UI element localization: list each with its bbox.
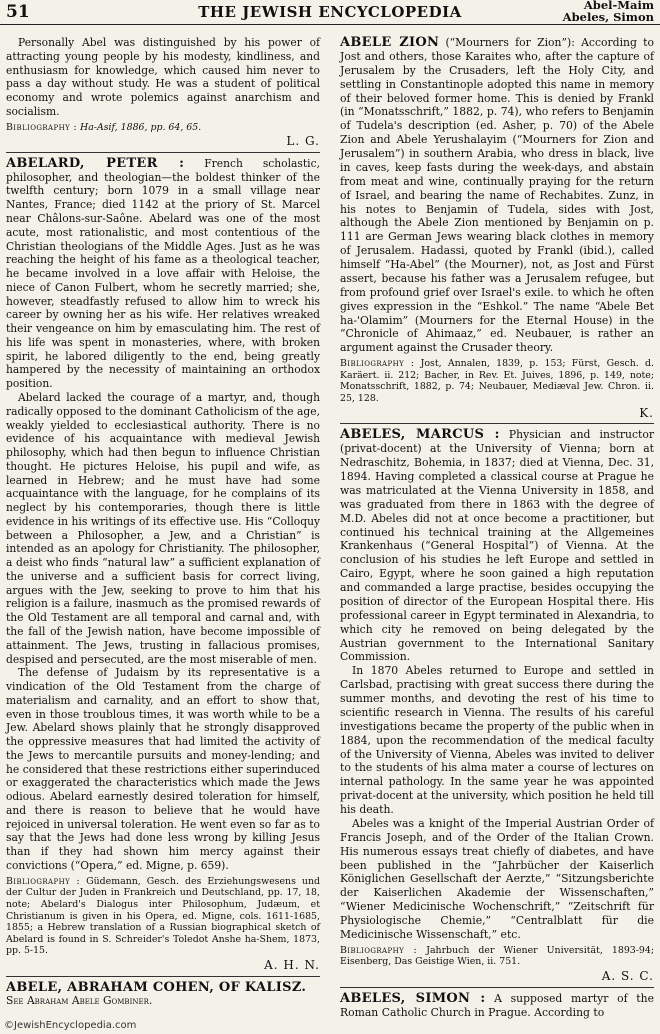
- paragraph-text: Physician and instructor (privat-docent) at the University of Vienna; born at Nedraschitz, Bohemia, in 1837; died at Vienna, Dec. 31, 1894. Having completed a classical course at Prague he was matriculated at the Vienna University in 1858, and was graduated from there in 1863 with the degree of M.D. Abeles did not at once become a practitioner, but continued his technical training at the Allgemeines Krankenhaus (“General Hospital”) of Vienna. At the conclusion of his studies he left Europe and settled in Cairo, Egypt, where he soon gained a high reputation and commanded a large practise, besides occupying the position of director of the European Hospital there. His professional career in Egypt terminated in Alexandria, to which city he removed on being delegated by the Austrian government to the International Sanitary Commission.: [340, 428, 654, 664]
- paragraph: [6, 157, 320, 391]
- divider: [6, 152, 320, 153]
- bibliography: [340, 358, 654, 404]
- paragraph: [340, 992, 654, 1020]
- paragraph: Abelard lacked the courage of a martyr, and, though radically opposed to the dominant Catholicism of the age, weakly yielded to ecclesiastical authority. There is no evidence of his acquaintance with medieval Jewish philosophy, which had then begun to influence Christian thought. He pictures Heloise, his pupil and wife, as learned in Hebrew; and he must have had some acquaintance with the language, for he complains of its neglect by his contemporaries, though there is little evidence in his writings of its effective use. His “Colloquy between a Philosopher, a Jew, and a Christian” is intended as an apology for Christianity. The philosopher, a deist who finds “natural law” a sufficient explanation of the universe and a sufficient basis for correct living, argues with the Jew, seeking to prove to him that his religion is a failure, inasmuch as the promised rewards of the Old Testament are all temporal and carnal and, with the fall of the Jewish nation, have become impossible of attainment. The Jews, trusting in fallacious promises, despised and persecuted, are the most miserable of men.: [6, 390, 320, 666]
- guide-words: [563, 0, 654, 23]
- headword: ABELES, MARCUS :: [340, 427, 500, 443]
- author-initials: A. H. N.: [264, 957, 320, 972]
- cross-reference: [6, 994, 320, 1008]
- article-abeles-marcus: [340, 428, 654, 987]
- bibliography-label: Bibliography :: [6, 875, 81, 887]
- page-number: 51: [6, 2, 30, 22]
- bibliography-text: Jost, Annalen, 1839, p. 153; Fürst, Gesch. d. Karäert. ii. 212; Bacher, in Rev. Et. Juives, 1896, p. 149, note; Monatsschrift, 1882, p. 74; Neubauer, Mediæval Jew. Chron. ii. 25, 128.: [340, 358, 655, 404]
- article-abelard: [6, 157, 320, 977]
- article-abel-continued: [6, 36, 320, 153]
- bibliography-text: Güdemann, Gesch. des Erziehungswesens und der Cultur der Juden in Frankreich und Deutschland, pp. 17, 18, note; Abelard's Dialogus inter Philosophum, Judæum, et Christianum is given in his Opera, ed. Migne, cols. 1611-1685, 1855; a Hebrew translation of a Russian biographical sketch of Abelard is found in S. Schreider's Toledot Anshe ha-Shem, 1873, pp. 5-15.: [6, 875, 320, 957]
- article-abele-cross-reference: [6, 981, 320, 1009]
- bibliography: [6, 122, 320, 134]
- bibliography-text: Jahrbuch der Wiener Universität, 1893-94; Eisenberg, Das Geistige Wien, ii. 751.: [340, 944, 655, 968]
- divider: [340, 423, 654, 424]
- paragraph: In 1870 Abeles returned to Europe and settled in Carlsbad, practising with great success there during the summer months, and devoting the rest of his time to scientific research in Vienna. The results of his careful investigations became the property of the public when in 1884, upon the recommendation of the medical faculty of the University of Vienna, Abeles was invited to deliver to the students of his alma mater a course of lectures on internal pathology. In the same year he was appointed privat-docent at the university, which position he held till his death.: [340, 664, 654, 816]
- running-title: THE JEWISH ENCYCLOPEDIA: [198, 3, 462, 21]
- headword: ABELES, SIMON :: [340, 990, 486, 1006]
- paragraph: Personally Abel was distinguished by his power of attracting young people by his modesty, kindliness, and enthusiasm for knowledge, which caused him never to pass a day without study. He was a student of political economy and wrote polemics against anarchism and socialism.: [6, 36, 320, 118]
- author-initials: L. G.: [286, 134, 320, 149]
- paragraph: [340, 36, 654, 355]
- article-abele-zion: [340, 36, 654, 424]
- paragraph: The defense of Judaism by its representative is a vindication of the Old Testament from the charge of materialism and carnality, and an effort to show that, even in those troublous times, it was worth while to be a Jew. Abelard shows plainly that he strongly disapproved the oppressive measures that had limited the activity of the Jews to mercantile pursuits and money-lending; and he considered that these restrictions either superinduced or exaggerated the characteristics which made the Jews odious. Abelard earnestly desired toleration for himself, and there is reason to believe that he would have rejoiced in universal toleration. He went even so far as to say that the Jews had done less wrong by killing Jesus than if they had shown him mercy against their convictions (“Opera,” ed. Migne, p. 659).: [6, 666, 320, 872]
- bibliography: [6, 876, 320, 957]
- cross-reference-link[interactable]: See Abraham Abele Gombiner.: [6, 994, 153, 1008]
- headword: ABELE ZION: [340, 35, 440, 50]
- page-header: [0, 0, 660, 25]
- divider: [340, 987, 654, 988]
- paragraph-text: (“Mourners for Zion”): According to Jost and others, those Karaites who, after the capture of Jerusalem by the Crusaders, left the Holy City, and settling in Constantinople adopted this name in memory of their beloved former home. This is denied by Frankl (in “Monatsschrift,” 1882, p. 74), who refers to Benjamin of Tudela's description (ed. Asher, p. 70) of the Abele Zion and Abele Yerushalayim (“Mourners for Zion and Jerusalem”) in southern Arabia, who dress in black, live in caves, keep fasts during the week-days, and abstain from meat and wine, continually praying for the return of Israel, and bearing the name of Rechabites. Zunz, in his notes to Benjamin of Tudela, sides with Jost, although the Abele Zion mentioned by Benjamin on p. 111 are German Jews wearing black clothes in memory of Jerusalem. Hadassi, quoted by Frankl (ibid.), called himself “Ha-Abel” (the Mourner), not, as Jost and Fürst assert, because his father was a Jerusalem refugee, but from profound grief over Israel's exile. to which he often gives expression in the “Eshkol.” The name “Abele Bet ha-'Olamim” (Mourners for the Eternal House) in the “Chronicle of Ahimaaz,” ed. Neubauer, is rather an argument against the Crusader theory.: [340, 36, 654, 355]
- bibliography-label: Bibliography :: [340, 358, 415, 370]
- right-column: [340, 36, 654, 1020]
- bibliography-label: Bibliography :: [340, 944, 418, 956]
- paragraph: [340, 428, 654, 664]
- headword: ABELARD, PETER :: [6, 155, 185, 171]
- guide-word-top: Abel-Maim: [583, 0, 654, 12]
- author-initials: A. S. C.: [601, 968, 654, 983]
- author-initials: K.: [639, 405, 654, 420]
- article-abeles-simon: [340, 992, 654, 1020]
- watermark: ©JewishEncyclopedia.com: [4, 1020, 137, 1031]
- paragraph: [6, 981, 320, 995]
- paragraph: Abeles was a knight of the Imperial Austrian Order of Francis Joseph, and of the Order of the Italian Crown. His numerous essays treat chiefly of diabetes, and have been published in the “Jahrbücher der Kaiserlich Königlichen Gesellschaft der Aerzte,” “Sitzungsberichte der Kaiserlichen Akademie der Wissenschaften,” “Wiener Medicinische Wochenschrift,” “Zeitschrift für Physiologische Chemie,” “Centralblatt für die Medicinische Wissenschaft,” etc.: [340, 816, 654, 941]
- left-column: [6, 36, 320, 1008]
- bibliography-label: Bibliography :: [6, 121, 78, 133]
- guide-word-bottom: Abeles, Simon: [562, 9, 654, 24]
- paragraph-text: French scholastic, philosopher, and theologian—the boldest thinker of the twelfth century; born 1079 in a small village near Nantes, France; died 1142 at the priory of St. Marcel near Châlons-sur-Saône. Abelard was one of the most acute, most rationalistic, and most contentious of the Christian theologians of the Middle Ages. Just as he was reaching the height of his fame as a theological teacher, he became involved in a love affair with Heloise, the niece of Canon Fulbert, whom he secretly married; she, however, steadfastly refused to allow him to wreck his career by owning her as his wife. Her relatives wreaked their vengeance on him by emasculating him. The rest of his life was spent in monasteries, where, with broken spirit, he labored diligently to the end, being greatly hampered by the necessity of maintaining an orthodox position.: [6, 156, 320, 391]
- bibliography-text: Ha-Asif, 1886, pp. 64, 65.: [80, 121, 202, 133]
- paragraph-text: A supposed martyr of the Roman Catholic Church in Prague. According to: [340, 991, 654, 1019]
- bibliography: [340, 945, 654, 968]
- divider: [6, 976, 320, 977]
- headword: ABELE, ABRAHAM COHEN, OF KALISZ.: [6, 979, 307, 995]
